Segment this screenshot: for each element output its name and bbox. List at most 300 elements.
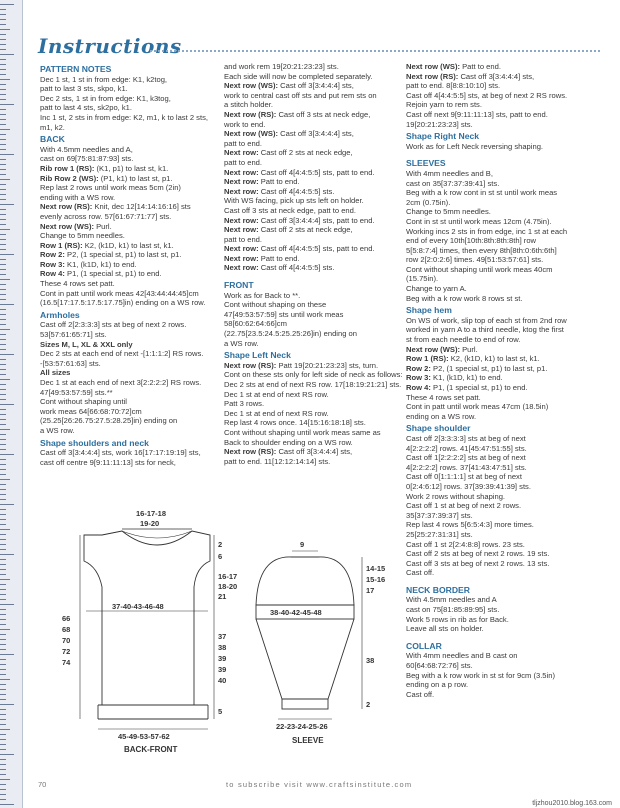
ruler-tick: [0, 439, 6, 440]
instruction-line: cast off centre 9[9:11:11:13] sts for neck,: [40, 457, 176, 467]
instruction-line: [224, 254, 406, 264]
front-body-length-label: 37: [218, 632, 227, 641]
sleeve-top-label: 9: [300, 540, 305, 549]
ruler-tick: [0, 109, 6, 110]
instruction-line: Work as for Left Neck reversing shaping.: [406, 141, 544, 151]
instruction-line: Cast off.: [406, 689, 435, 699]
front-length-label: 68: [62, 625, 71, 634]
instruction-line: Rep last 4 rows once. 14[15:16:18:18] sts.: [224, 418, 366, 428]
ruler-tick: [0, 379, 10, 380]
ruler-tick: [0, 349, 6, 350]
row-text: P1, (1 special st, p1) to end.: [433, 383, 528, 392]
row-text: Cast off 2 sts at neck edge,: [260, 148, 353, 158]
instruction-line: [40, 164, 222, 174]
instruction-line: Change to yarn A.: [406, 284, 467, 294]
ruler-tick: [0, 174, 6, 175]
ruler-tick: [0, 644, 6, 645]
instruction-line: With WS facing, pick up sts left on holder.: [224, 196, 364, 206]
instruction-line: [224, 187, 406, 197]
ruler-tick: [0, 554, 14, 555]
instruction-line: [406, 72, 606, 82]
instruction-line: patt to last 4 sts, sk2po, k1.: [40, 103, 133, 113]
size-subheading: Sizes M, L, XL & XXL only: [40, 339, 133, 349]
ruler-tick: [0, 804, 14, 805]
row-label: Next row:: [224, 215, 261, 225]
ruler-tick: [0, 169, 6, 170]
ruler-tick: [0, 694, 6, 695]
watermark-credit: tljzhou2010.blog.163.com: [532, 800, 612, 807]
instruction-line: [40, 241, 222, 251]
instruction-line: [406, 373, 606, 383]
title-divider: [150, 50, 600, 52]
ruler-tick: [0, 24, 6, 25]
ruler-tick: [0, 284, 6, 285]
row-label: Next row:: [224, 177, 261, 187]
ruler-tick: [0, 434, 6, 435]
ruler-tick: [0, 44, 6, 45]
row-text: (K1, p1) to last st, k1.: [96, 163, 169, 173]
ruler-tick: [0, 744, 6, 745]
row-text: Purl.: [462, 344, 478, 354]
instruction-line: Work as for Back to **.: [224, 290, 301, 300]
ruler-tick: [0, 654, 14, 655]
instruction-line: Dec 1 st at end of next RS row.: [224, 389, 329, 399]
row-text: Cast off 2 sts at neck edge,: [260, 225, 353, 235]
ruler-tick: [0, 699, 6, 700]
ruler-tick: [0, 769, 6, 770]
instruction-line: -[53:57:61:63] sts.: [40, 358, 101, 368]
ruler-tick: [0, 679, 10, 680]
ruler-tick: [0, 329, 10, 330]
instruction-line: cast on 35[37:37:39:41] sts.: [406, 178, 500, 188]
row-text: Cast off 3[3:4:4:4] sts,: [460, 71, 535, 81]
instruction-line: patt to end. 11[12:12:14:14] sts.: [224, 456, 331, 466]
ruler-tick: [0, 574, 6, 575]
instruction-line: (22.75[23.5:24.5:25.25:26]in) ending on: [224, 329, 357, 339]
ruler-tick: [0, 689, 6, 690]
row-label: Next row (RS):: [40, 202, 95, 212]
ruler-tick: [0, 604, 14, 605]
sleeve-cuff-depth: 2: [366, 700, 371, 709]
instruction-line: Dec 1 st at each end of next 3[2:2:2:2] RS rows.: [40, 378, 202, 387]
row-label: Row 1 (RS):: [40, 240, 85, 250]
instruction-line: [224, 177, 406, 187]
ruler-tick: [0, 264, 6, 265]
instruction-line: 2cm (0.75in).: [406, 197, 451, 207]
instruction-line: Each side will now be completed separately.: [224, 71, 373, 81]
ruler-tick: [0, 749, 6, 750]
instruction-line: 25[25:27:31:31] sts.: [406, 529, 473, 539]
front-neck-depth-1: 2: [218, 540, 223, 549]
instruction-line: 4[2:2:2:2] rows. 37[41:43:47:51] sts.: [406, 462, 527, 472]
subscribe-link[interactable]: to subscribe visit www.craftsinstitute.com: [226, 780, 413, 789]
page-ruler: [0, 0, 23, 808]
ruler-tick: [0, 669, 6, 670]
instruction-line: (25.25[26:26.75:27.5:28.25]in) ending on: [40, 416, 178, 426]
ruler-tick: [0, 214, 6, 215]
ruler-tick: [0, 29, 10, 30]
ruler-tick: [0, 364, 6, 365]
instruction-line: Cast off 1 st at beg of next 2 rows.: [406, 501, 522, 511]
instruction-line: work to end.: [224, 119, 266, 129]
sleeve-caption: SLEEVE: [292, 736, 324, 745]
ruler-tick: [0, 509, 6, 510]
instruction-line: With 4.5mm needles and A: [406, 595, 497, 605]
instruction-line: On WS of work, slip top of each st from 2nd row: [406, 315, 567, 325]
instruction-line: [406, 354, 606, 364]
row-text: Cast off 3[3:4:4:4] sts,: [280, 129, 354, 139]
ruler-tick: [0, 724, 6, 725]
row-label: Next row:: [224, 263, 261, 273]
ruler-tick: [0, 649, 6, 650]
row-text: (P1, k1) to last st, p1.: [100, 173, 173, 183]
ruler-tick: [0, 474, 6, 475]
row-label: Next row:: [224, 253, 261, 263]
ruler-tick: [0, 734, 6, 735]
ruler-tick: [0, 54, 14, 55]
front-armhole-label: 16-17: [218, 572, 238, 581]
instruction-line: Beg with a k row work in st st for 9cm (3.5in): [406, 670, 555, 680]
section-heading: Shape shoulders and neck: [40, 437, 149, 448]
section-heading: Armholes: [40, 309, 80, 320]
ruler-tick: [0, 369, 6, 370]
instruction-line: Cast off 3[3:4:4:4] sts, work 16[17:17:19:19] sts,: [40, 448, 201, 458]
spacer: [406, 151, 606, 156]
ruler-tick: [0, 134, 6, 135]
section-heading: Shape hem: [406, 305, 452, 316]
row-text: Patt to end.: [260, 177, 300, 187]
ruler-tick: [0, 729, 10, 730]
ruler-tick: [0, 269, 6, 270]
ruler-tick: [0, 104, 14, 105]
instruction-line: Rejoin yarn to rem sts.: [406, 100, 482, 110]
sleeve-cap-label: 14-15: [366, 564, 386, 573]
ruler-tick: [0, 459, 6, 460]
ruler-tick: [0, 449, 6, 450]
instruction-line: work to central cast off sts and put rem sts on: [224, 90, 377, 100]
instruction-line: [40, 250, 222, 260]
instruction-line: Cast off 2[3:3:3:3] sts at beg of next: [406, 433, 526, 443]
ruler-tick: [0, 144, 6, 145]
front-hem-label: 45-49-53-57-62: [118, 732, 170, 741]
instruction-line: Cont on these sts only for left side of neck as follows:: [224, 370, 403, 380]
instruction-line: st from each needle to end of row.: [406, 335, 521, 345]
ruler-tick: [0, 584, 6, 585]
ruler-tick: [0, 524, 6, 525]
row-text: P2, (1 special st, p1) to last st, p1.: [433, 363, 548, 373]
row-text: Cast off 4[4:4:5:5] sts.: [260, 263, 335, 273]
instruction-line: Patt 3 rows.: [224, 399, 265, 409]
ruler-tick: [0, 754, 14, 755]
ruler-tick: [0, 94, 6, 95]
ruler-tick: [0, 714, 6, 715]
ruler-tick: [0, 504, 14, 505]
instruction-line: [406, 345, 606, 355]
ruler-tick: [0, 114, 6, 115]
ruler-tick: [0, 234, 6, 235]
instruction-line: [224, 447, 406, 457]
instruction-line: 58[60:62:64:66]cm: [224, 319, 287, 329]
row-text: Knit, dec 12[14:14:16:16] sts: [94, 202, 191, 212]
instruction-line: 5[5:8:7:4] times, then every 8th[8th:0:6th:6th]: [406, 245, 557, 255]
row-text: Cast off 3[3:4:4:4] sts,: [280, 81, 354, 91]
ruler-tick: [0, 204, 14, 205]
instruction-line: Cont without shaping until work meas same as: [224, 427, 381, 437]
ruler-tick: [0, 124, 6, 125]
instruction-line: [40, 202, 222, 212]
sleeve-width-label: 38-40-42-45-48: [270, 608, 322, 617]
front-length-label: 70: [62, 636, 71, 645]
ruler-tick: [0, 399, 6, 400]
instruction-line: [40, 260, 222, 270]
row-label: Next row (RS):: [406, 71, 461, 81]
ruler-tick: [0, 539, 6, 540]
row-text: Cast off 3 sts at neck edge,: [278, 109, 371, 119]
instruction-line: [406, 364, 606, 374]
instruction-line: Beg with a k row cont in st st until work meas: [406, 188, 558, 198]
row-text: Cast off 3[3:4:4:4] sts,: [278, 447, 353, 457]
ruler-tick: [0, 494, 6, 495]
ruler-tick: [0, 299, 6, 300]
row-label: Row 3:: [40, 259, 68, 269]
instruction-line: patt to end.: [224, 234, 262, 244]
instruction-line: Inc 1 st, 2 sts in from edge: K2, m1, k to last 2 sts,: [40, 112, 208, 122]
ruler-tick: [0, 794, 6, 795]
ruler-tick: [0, 579, 10, 580]
ruler-tick: [0, 209, 6, 210]
row-text: Purl.: [96, 221, 112, 231]
ruler-tick: [0, 469, 6, 470]
front-armhole-label: 21: [218, 592, 227, 601]
ruler-tick: [0, 79, 10, 80]
ruler-tick: [0, 254, 14, 255]
ruler-tick: [0, 374, 6, 375]
row-label: Next row (WS):: [224, 129, 281, 139]
instruction-line: Cast off 0[1:1:1:1] st at beg of next: [406, 472, 522, 482]
ruler-tick: [0, 199, 6, 200]
instruction-line: With 4.5mm needles and A,: [40, 144, 133, 154]
ruler-tick: [0, 479, 10, 480]
ruler-tick: [0, 599, 6, 600]
ruler-tick: [0, 499, 6, 500]
instruction-line: Working incs 2 sts in from edge, inc 1 st at each: [406, 226, 568, 236]
instruction-line: Beg with a k row work 8 rows st st.: [406, 293, 523, 303]
ruler-tick: [0, 4, 14, 5]
ruler-tick: [0, 664, 6, 665]
ruler-tick: [0, 149, 6, 150]
instruction-line: Cast off 2 sts at beg of next 2 rows. 19 sts.: [406, 549, 550, 559]
ruler-tick: [0, 629, 10, 630]
ruler-tick: [0, 259, 6, 260]
ruler-tick: [0, 309, 6, 310]
row-label: Next row (WS):: [40, 221, 97, 231]
ruler-tick: [0, 704, 14, 705]
row-text: K2, (k1D, k1) to last st, k1.: [450, 354, 540, 364]
ruler-tick: [0, 64, 6, 65]
instruction-line: a stitch holder.: [224, 100, 273, 110]
ruler-tick: [0, 454, 14, 455]
instruction-line: patt to end. 8[8:8:10:10] sts.: [406, 81, 501, 91]
spacer: [406, 578, 606, 583]
ruler-tick: [0, 384, 6, 385]
instruction-line: Rep last 4 rows 5[6:5:4:3] more times.: [406, 520, 534, 530]
row-text: P2, (1 special st, p1) to last st, p1.: [67, 250, 182, 260]
row-label: Row 4:: [406, 383, 434, 392]
instruction-line: [224, 129, 406, 139]
ruler-tick: [0, 119, 6, 120]
instruction-line: Cast off 3 sts at beg of next 2 rows. 13 sts.: [406, 558, 550, 568]
row-label: Rib row 1 (RS):: [40, 163, 97, 173]
ruler-tick: [0, 519, 6, 520]
ruler-tick: [0, 194, 6, 195]
section-heading: SLEEVES: [406, 158, 446, 169]
instruction-line: patt to last 3 sts, skpo, k1.: [40, 84, 128, 94]
row-label: Row 1 (RS):: [406, 354, 451, 364]
instruction-line: end of every 10th[10th:8th:8th:8th] row: [406, 236, 537, 246]
instructions-column-2: [224, 62, 406, 466]
instruction-line: [40, 269, 222, 279]
instruction-line: Leave all sts on holder.: [406, 624, 484, 634]
instructions-column-3: [406, 62, 606, 699]
ruler-tick: [0, 89, 6, 90]
section-heading: Shape shoulder: [406, 423, 471, 434]
instruction-line: a WS row.: [40, 425, 75, 435]
instruction-line: Cast off.: [406, 568, 435, 578]
instruction-line: Cast off 2[2:3:3:3] sts at beg of next 2 rows.: [40, 320, 187, 330]
ruler-tick: [0, 514, 6, 515]
instruction-line: Cast off 1[2:2:2:2] sts at beg of next: [406, 453, 526, 463]
instruction-line: (15.75in).: [406, 274, 439, 284]
section-heading: NECK BORDER: [406, 584, 470, 595]
instruction-line: Back to shoulder ending on a WS row.: [224, 437, 353, 447]
ruler-tick: [0, 394, 6, 395]
instruction-line: With 4mm needles and B cast on: [406, 651, 518, 661]
instruction-line: [224, 244, 406, 254]
ruler-tick: [0, 59, 6, 60]
ruler-tick: [0, 359, 6, 360]
ruler-tick: [0, 489, 6, 490]
ruler-tick: [0, 424, 6, 425]
instruction-line: Cont without shaping on these: [224, 300, 327, 310]
ruler-tick: [0, 279, 10, 280]
ruler-tick: [0, 404, 14, 405]
spacer: [406, 634, 606, 639]
ruler-tick: [0, 249, 6, 250]
ruler-tick: [0, 294, 6, 295]
instruction-line: 53[57:61:65:71] sts.: [40, 330, 107, 340]
instruction-line: ending on a WS row.: [406, 411, 477, 421]
ruler-tick: [0, 774, 6, 775]
instruction-line: Rep last 2 rows until work meas 5cm (2in): [40, 183, 181, 193]
ruler-tick: [0, 659, 6, 660]
instruction-line: 19[20:21:23:23] sts.: [406, 119, 473, 129]
instruction-line: Cont in patt until work meas 42[43:44:44:45]cm: [40, 288, 199, 298]
row-label: Next row (RS):: [224, 447, 279, 457]
sleeve-length-label: 38: [366, 656, 375, 665]
instruction-line: cast on 75[81:85:89:95] sts.: [406, 605, 500, 615]
front-body-length-label: 39: [218, 654, 227, 663]
instruction-line: [224, 110, 406, 120]
row-label: Next row (RS):: [224, 360, 279, 370]
instruction-line: [40, 222, 222, 232]
ruler-tick: [0, 594, 6, 595]
instruction-line: Dec 2 sts, 1 st in from edge: K1, k3tog,: [40, 93, 171, 103]
instruction-line: m1, k2.: [40, 122, 65, 132]
ruler-tick: [0, 764, 6, 765]
ruler-tick: [0, 564, 6, 565]
instruction-line: Cont in patt until work meas 47cm (18.5in): [406, 402, 549, 412]
instruction-line: 4[2:2:2:2] rows. 41[45:47:51:55] sts.: [406, 443, 527, 453]
instruction-line: These 4 rows set patt.: [40, 279, 115, 289]
row-text: K1, (k1D, k1) to end.: [67, 259, 137, 269]
ruler-tick: [0, 684, 6, 685]
ruler-tick: [0, 419, 6, 420]
ruler-tick: [0, 84, 6, 85]
ruler-tick: [0, 464, 6, 465]
ruler-tick: [0, 354, 14, 355]
instruction-line: Work 5 rows in rib as for Back.: [406, 614, 509, 624]
ruler-tick: [0, 319, 6, 320]
ruler-tick: [0, 334, 6, 335]
row-label: Next row (WS):: [406, 62, 463, 71]
ruler-tick: [0, 414, 6, 415]
section-heading: FRONT: [224, 280, 254, 291]
front-body-length-label: 40: [218, 676, 227, 685]
ruler-tick: [0, 39, 6, 40]
row-label: Next row:: [224, 167, 261, 177]
row-label: Next row:: [224, 186, 261, 196]
instruction-line: [406, 383, 606, 393]
front-length-label: 74: [62, 658, 71, 667]
section-heading: COLLAR: [406, 640, 442, 651]
instruction-line: Cast off next 9[9:11:11:13] sts, patt to end.: [406, 109, 548, 119]
front-top-label-1: 16-17-18: [136, 509, 167, 518]
row-label: Row 2:: [406, 363, 434, 373]
ruler-tick: [0, 719, 6, 720]
ruler-tick: [0, 409, 6, 410]
instruction-line: Change to 5mm needles.: [406, 207, 491, 217]
ruler-tick: [0, 559, 6, 560]
ruler-tick: [0, 184, 6, 185]
section-heading: PATTERN NOTES: [40, 64, 112, 74]
instruction-line: work meas 64[66:68:70:72]cm: [40, 406, 142, 416]
instruction-line: Dec 1 st at end of next RS row.: [224, 408, 329, 418]
instruction-line: and work rem 19[20:21:23:23] sts.: [224, 62, 339, 71]
instruction-line: Cast off 3 sts at neck edge, patt to end.: [224, 205, 356, 215]
instruction-line: Dec 2 sts at end of next RS row. 17[18:19:21:21] sts.: [224, 380, 402, 389]
ruler-tick: [0, 99, 6, 100]
instruction-line: 47[49:53:57:59] sts until work meas: [224, 309, 344, 319]
instruction-line: cast on 69[75:81:87:93] sts.: [40, 154, 134, 164]
ruler-tick: [0, 304, 14, 305]
ruler-tick: [0, 569, 6, 570]
instruction-line: [224, 148, 406, 158]
instruction-line: evenly across row. 57[61:67:71:77] sts.: [40, 211, 172, 221]
ruler-tick: [0, 34, 6, 35]
row-label: Next row:: [224, 225, 261, 235]
sleeve-schematic: [248, 535, 398, 755]
ruler-tick: [0, 544, 6, 545]
sleeve-cuff-label: 22-23-24-25-26: [276, 722, 328, 731]
row-label: Row 2:: [40, 250, 68, 260]
ruler-tick: [0, 274, 6, 275]
row-label: Next row (WS):: [406, 344, 463, 354]
row-text: Patt to end.: [462, 62, 501, 71]
ruler-tick: [0, 159, 6, 160]
instruction-line: These 4 rows set patt.: [406, 392, 481, 402]
ruler-tick: [0, 609, 6, 610]
instruction-line: Cont without shaping until work meas 40cm: [406, 264, 553, 274]
